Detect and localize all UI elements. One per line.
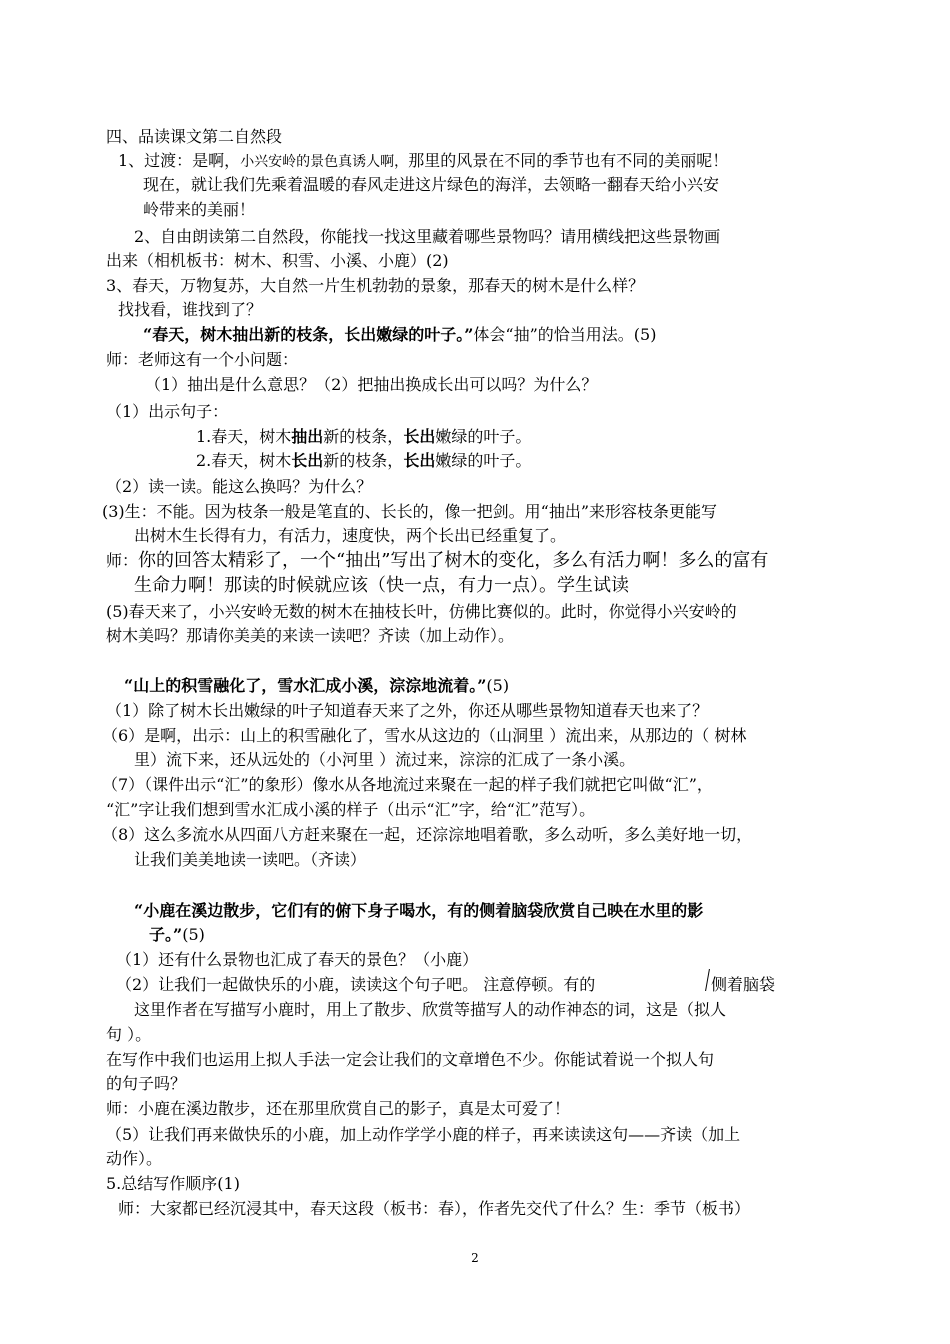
paragraph-line: 出来（相机板书：树木、积雪、小溪、小鹿）(2)	[106, 251, 449, 270]
paragraph-line: 树木美吗？那请你美美的来读一读吧？齐读（加上动作）。	[106, 626, 515, 645]
paragraph-line: “汇”字让我们想到雪水汇成小溪的样子（出示“汇”字，给“汇”范写）。	[106, 800, 596, 819]
paragraph-line: 生命力啊！那读的时候就应该（快一点，有力一点）。学生试读	[134, 575, 629, 596]
paragraph-line: 出树木生长得有力，有活力，速度快，两个长出已经重复了。	[134, 526, 567, 545]
paragraph-line: 5.总结写作顺序(1)	[106, 1174, 240, 1193]
paragraph-line: 师：小鹿在溪边散步，还在那里欣赏自己的影子，真是太可爱了！	[106, 1099, 571, 1118]
paragraph-line: 师：老师这有一个小问题：	[106, 350, 299, 369]
paragraph-line: （8）这么多流水从四面八方赶来聚在一起，还淙淙地唱着歌，多么动听，多么美好地一切，	[102, 825, 753, 844]
paragraph-line: (3)生：不能。因为枝条一般是笔直的、长长的，像一把剑。用“抽出”来形容枝条更能写	[102, 502, 718, 521]
paragraph-line: 句 ）。	[106, 1025, 152, 1044]
quoted-sentence: “春天，树木抽出新的枝条，长出嫩绿的叶子。”体会“抽”的恰当用法。(5)	[143, 325, 657, 344]
example-sentence-1: 1.春天，树木抽出新的枝条，长出嫩绿的叶子。	[196, 427, 532, 446]
paragraph-line: 动作）。	[106, 1149, 163, 1168]
paragraph-line: 侧着脑袋	[711, 975, 776, 994]
quoted-sentence-cont: 子。”(5)	[149, 925, 205, 944]
paragraph-line: 这里作者在写描写小鹿时，用上了散步、欣赏等描写人的动作神态的词，这是（拟人	[134, 1000, 727, 1019]
paragraph-line: （5）让我们再来做快乐的小鹿，加上动作学学小鹿的样子，再来读读这句——齐读（加上	[106, 1125, 741, 1144]
quoted-sentence: “山上的积雪融化了，雪水汇成小溪，淙淙地流着。”(5)	[124, 676, 510, 695]
paragraph-line: （1）出示句子：	[106, 402, 229, 421]
paragraph-line: 3、春天，万物复苏，大自然一片生机勃勃的景象，那春天的树木是什么样？	[106, 276, 645, 295]
paragraph-line: （2）读一读。能这么换吗？为什么？	[106, 477, 373, 496]
text-cursor-mark	[705, 969, 710, 991]
paragraph-line: （1）抽出是什么意思？（2）把抽出换成长出可以吗？为什么？	[145, 375, 598, 394]
paragraph-line: 让我们美美地读一读吧。（齐读）	[134, 850, 367, 869]
paragraph-line: （1）还有什么景物也汇成了春天的景色？（小鹿）	[116, 950, 479, 969]
paragraph-line: (5)春天来了，小兴安岭无数的树木在抽枝长叶，仿佛比赛似的。此时，你觉得小兴安岭的	[106, 602, 737, 621]
example-sentence-2: 2.春天，树木长出新的枝条，长出嫩绿的叶子。	[196, 451, 532, 470]
paragraph-line: （2）让我们一起做快乐的小鹿，读读这个句子吧。 注意停顿。有的	[116, 975, 596, 994]
quoted-sentence: “小鹿在溪边散步，它们有的俯下身子喝水，有的侧着脑袋欣赏自己映在水里的影	[134, 901, 704, 920]
paragraph-line: 的句子吗？	[106, 1074, 187, 1093]
paragraph-line: 2、自由朗读第二自然段，你能找一找这里藏着哪些景物吗？请用横线把这些景物画	[134, 227, 721, 246]
paragraph-line: 现在，就让我们先乘着温暖的春风走进这片绿色的海洋，去领略一翻春天给小兴安	[143, 175, 720, 194]
paragraph-line: 岭带来的美丽！	[143, 200, 256, 219]
paragraph-line: 师：你的回答太精彩了，一个“抽出”写出了树木的变化，多么有活力啊！多么的富有	[106, 550, 769, 571]
page-number: 2	[471, 1251, 479, 1265]
paragraph-line: 1、过渡：是啊，小兴安岭的景色真诱人啊，那里的风景在不同的季节也有不同的美丽呢！	[118, 151, 729, 170]
paragraph-line: 找找看，谁找到了？	[118, 300, 263, 319]
paragraph-line: 里）流下来，还从远处的（小河里 ）流过来，淙淙的汇成了一条小溪。	[134, 750, 636, 769]
paragraph-line: （6）是啊，出示：山上的积雪融化了，雪水从这边的（山洞里 ）流出来，从那边的（ 树林	[102, 726, 747, 745]
paragraph-line: 在写作中我们也运用上拟人手法一定会让我们的文章增色不少。你能试着说一个拟人句	[106, 1050, 715, 1069]
paragraph-line: 师：大家都已经沉浸其中，春天这段（板书：春），作者先交代了什么？生：季节（板书）	[118, 1199, 751, 1218]
section-heading: 四、品读课文第二自然段	[106, 127, 283, 146]
paragraph-line: （7）（课件出示“汇”的象形）像水从各地流过来聚在一起的样子我们就把它叫做“汇”，	[102, 775, 713, 794]
paragraph-line: （1）除了树木长出嫩绿的叶子知道春天来了之外，你还从哪些景物知道春天也来了？	[106, 701, 709, 720]
